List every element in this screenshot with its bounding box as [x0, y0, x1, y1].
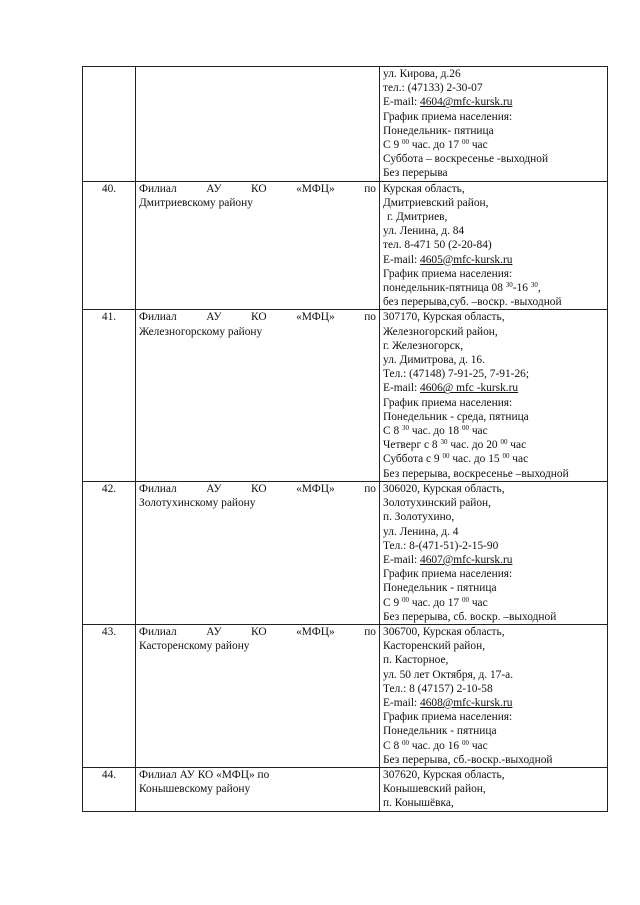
branches-table — [82, 66, 608, 812]
table-row — [83, 67, 608, 182]
branch-name-cell: Филиал АУ КО «МФЦ» по Золотухинскому району — [136, 481, 380, 624]
branch-address-cell: Курская область, Дмитриевский район, г. Дмитриев, ул. Ленина, д. 84 тел. 8-471 50 (2-20-84) E-mail: 4605@mfc-kursk.ru График приема населения: понедельник-пятница 08 $^{30}$-16 $^{30}$, без перерыва,суб. –воскр. -выходной — [380, 181, 608, 310]
branch-name-cell: Филиал АУ КО «МФЦ» по Касторенскому району — [136, 624, 380, 767]
branch-address-cell: 306700, Курская область, Касторенский район, п. Касторное, ул. 50 лет Октября, д. 17-а. Тел.: 8 (47157) 2-10-58 E-mail: 4608@mfc-kursk.ru График приема населения: Понедельник - пятница С 8 $^{00}$ час. до 16 $^{00}$ час Без перерыва, сб.-воскр.-выходной — [380, 624, 608, 767]
branch-address-cell: 307620, Курская область, Конышевский район, п. Конышёвка, — [380, 767, 608, 811]
branch-name-cell: Филиал АУ КО «МФЦ» по Конышевскому району — [136, 767, 380, 811]
table-row — [83, 310, 608, 481]
branch-name-cell: Филиал АУ КО «МФЦ» по Железногорскому району — [136, 310, 380, 481]
table-row — [83, 181, 608, 310]
row-number: 41. — [83, 310, 136, 481]
email-link[interactable]: 4606@ mfc -kursk.ru — [420, 382, 519, 395]
branch-address-cell: 307170, Курская область, Железногорский район, г. Железногорск, ул. Димитрова, д. 16. Тел.: (47148) 7-91-25, 7-91-26; E-mail: 4606@ mfc -kursk.ru График приема населения: Понедельник - среда, пятница С 8 $^{30}$ час. до 18 $^{00}$ час Четверг с 8 $^{30}$ час. до 20 $^{00}$ час Суббота с 9 $^{00}$ час. до 15 $^{00}$ час Без перерыва, воскресенье –выходной — [380, 310, 608, 481]
email-link[interactable]: 4604@mfc-kursk.ru — [420, 96, 513, 109]
row-number: 44. — [83, 767, 136, 811]
row-number: 42. — [83, 481, 136, 624]
table-row — [83, 767, 608, 811]
row-number: 43. — [83, 624, 136, 767]
email-link[interactable]: 4608@mfc-kursk.ru — [420, 696, 513, 709]
branch-name-cell: Филиал АУ КО «МФЦ» по Дмитриевскому району — [136, 181, 380, 310]
table-row — [83, 481, 608, 624]
table-row — [83, 624, 608, 767]
branch-name-cell — [136, 67, 380, 182]
email-link[interactable]: 4605@mfc-kursk.ru — [420, 253, 513, 266]
branch-address-cell: 306020, Курская область, Золотухинский район, п. Золотухино, ул. Ленина, д. 4 Тел.: 8-(471-51)-2-15-90 E-mail: 4607@mfc-kursk.ru График приема населения: Понедельник - пятница С 9 $^{00}$ час. до 17 $^{00}$ час Без перерыва, сб. воскр. –выходной — [380, 481, 608, 624]
branch-address-cell: ул. Кирова, д.26 тел.: (47133) 2-30-07 E-mail: 4604@mfc-kursk.ru График приема населения: Понедельник- пятница С 9 $^{00}$ час. до 17 $^{00}$ час Суббота – воскресенье -выходной Без перерыва — [380, 67, 608, 182]
row-number: 40. — [83, 181, 136, 310]
row-number — [83, 67, 136, 182]
email-link[interactable]: 4607@mfc-kursk.ru — [420, 553, 513, 566]
